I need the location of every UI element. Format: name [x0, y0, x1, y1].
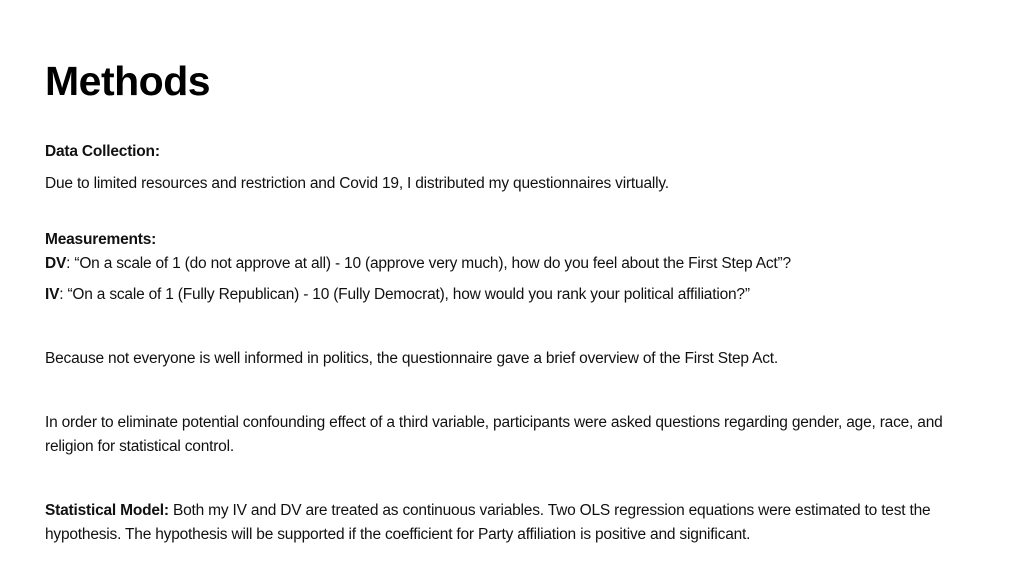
statistical-model-label: Statistical Model:: [45, 502, 169, 519]
slide-title: Methods: [45, 58, 211, 104]
statistical-model-section: [45, 499, 990, 547]
dv-label: DV: [45, 255, 67, 272]
iv-section: [45, 283, 990, 307]
iv-text: : “On a scale of 1 (Fully Republican) - 10 (Fully Democrat), how would you rank your political affiliation?”: [59, 286, 750, 303]
statistical-model-paragraph: [45, 499, 990, 547]
data-collection-section: [45, 140, 990, 164]
data-collection-heading: Data Collection:: [45, 143, 160, 160]
measurements-heading: Measurements:: [45, 231, 157, 248]
iv-label: IV: [45, 286, 60, 303]
data-collection-text: Due to limited resources and restriction and Covid 19, I distributed my questionnaires virtually.: [45, 175, 669, 192]
statistical-model-text: Both my IV and DV are treated as continuous variables. Two OLS regression equations were estimated to test the hypothesis. The hypothesis will be supported if the coefficient for Party affiliation is positive and significant.: [45, 502, 931, 543]
iv-line: [45, 283, 990, 307]
overview-section: [45, 347, 990, 371]
controls-section: [45, 411, 990, 459]
dv-line: [45, 252, 990, 276]
overview-text: Because not everyone is well informed in politics, the questionnaire gave a brief overview of the First Step Act.: [45, 350, 778, 367]
controls-text: In order to eliminate potential confounding effect of a third variable, participants were asked questions regarding gender, age, race, and religion for statistical control.: [45, 414, 943, 455]
measurements-section: [45, 228, 990, 276]
data-collection-body: [45, 172, 990, 196]
dv-text: : “On a scale of 1 (do not approve at all) - 10 (approve very much), how do you feel about the First Step Act”?: [66, 255, 791, 272]
